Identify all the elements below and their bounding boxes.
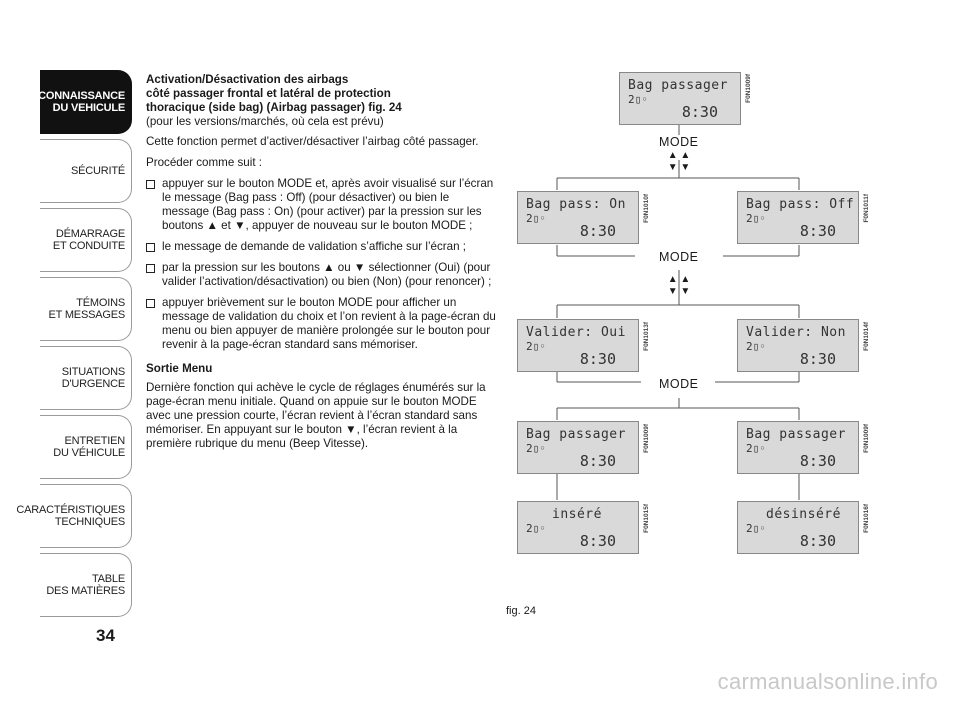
clock-readout: 8:30 [579, 452, 616, 470]
tab-entretien-du-vehicule[interactable] [40, 415, 132, 479]
display-line: Bag pass: Off [746, 197, 855, 212]
display-valider-non [737, 319, 859, 372]
gear-indicator: 2▯◦ [526, 212, 546, 225]
section-title-2: côté passager frontal et latéral de protection [146, 87, 391, 100]
list-item: appuyer brièvement sur le bouton MODE pour afficher un message de validation du choix et l’on revient à la page-écran du menu ou bien appuyer de manière prolongée sur le bouton pour revenir à la page-écran standard sans mémoriser. [146, 296, 496, 352]
clock-readout: 8:30 [799, 452, 836, 470]
gear-indicator: 2▯◦ [746, 522, 766, 535]
display-flow-diagram [505, 60, 905, 630]
exit-menu-title: Sortie Menu [146, 362, 213, 375]
display-line: désinséré [766, 507, 841, 522]
tab-label: TABLE DES MATIÈRES [46, 573, 125, 597]
figure-code: F0N1009f [745, 74, 752, 103]
gear-indicator: 2▯◦ [746, 212, 766, 225]
tab-label: SITUATIONS D'URGENCE [61, 366, 125, 390]
figure-code: F0N1011f [863, 194, 870, 223]
figure-code: F0N1009f [643, 424, 650, 453]
section-title-3: thoracique (side bag) (Airbag passager) fig. 24 [146, 101, 402, 114]
figure-code: F0N1016f [863, 504, 870, 533]
tab-demarrage-et-conduite[interactable] [40, 208, 132, 272]
tab-label: SÉCURITÉ [70, 165, 125, 177]
tab-temoins-et-messages[interactable] [40, 277, 132, 341]
tab-securite[interactable] [40, 139, 132, 203]
gear-indicator: 2▯◦ [526, 340, 546, 353]
mode-label: MODE [659, 377, 699, 391]
clock-readout: 8:30 [799, 532, 836, 550]
tab-label: TÉMOINS ET MESSAGES [48, 297, 125, 321]
figure-code: F0N1013f [643, 322, 650, 351]
tab-table-des-matieres[interactable] [40, 553, 132, 617]
gear-indicator: 2▯◦ [746, 442, 766, 455]
display-line: Bag passager [628, 78, 728, 93]
intro-paragraph: Cette fonction permet d’activer/désactiver l’airbag côté passager. [146, 135, 479, 148]
gear-indicator: 2▯◦ [628, 93, 648, 106]
figure-code: F0N1014f [863, 322, 870, 351]
figure-code: F0N1009f [863, 424, 870, 453]
page-number: 34 [96, 626, 115, 645]
procedure-list [146, 177, 496, 352]
tab-connaissance-du-vehicule[interactable] [40, 70, 132, 134]
list-item: le message de demande de validation s’affiche sur l’écran ; [146, 240, 496, 254]
display-line: Valider: Non [746, 325, 846, 340]
display-line: Bag passager [526, 427, 626, 442]
section-title-1: Activation/Désactivation des airbags [146, 73, 349, 86]
watermark: carmanualsonline.info [717, 669, 938, 694]
display-line: Bag passager [746, 427, 846, 442]
clock-readout: 8:30 [579, 222, 616, 240]
tab-label: CONNAISSANCE DU VEHICULE [38, 90, 125, 114]
tab-situations-urgence[interactable] [40, 346, 132, 410]
display-bag-passager [619, 72, 741, 125]
clock-readout: 8:30 [579, 532, 616, 550]
clock-readout: 8:30 [799, 222, 836, 240]
section-text [146, 73, 496, 458]
display-bag-pass-on [517, 191, 639, 244]
display-line: Bag pass: On [526, 197, 626, 212]
display-bag-passager [737, 421, 859, 474]
list-item: par la pression sur les boutons ▲ ou ▼ sélectionner (Oui) (pour valider l’activation/désactivation) ou bien (Non) (pour renoncer) ; [146, 261, 496, 289]
tab-label: DÉMARRAGE ET CONDUITE [52, 228, 125, 252]
clock-readout: 8:30 [579, 350, 616, 368]
mode-label: MODE [659, 250, 699, 264]
display-desinsere [737, 501, 859, 554]
gear-indicator: 2▯◦ [746, 340, 766, 353]
clock-readout: 8:30 [681, 103, 718, 121]
exit-menu-paragraph: Dernière fonction qui achève le cycle de réglages énumérés sur la page-écran menu initiale. Quand on appuie sur le bouton MODE avec une pression courte, l’écran revient à l’écran standard sans mémoriser. En appuyant sur le bouton ▼, l’écran revient à la première rubrique du menu (Beep Vitesse). [146, 381, 486, 450]
figure-code: F0N1015f [643, 504, 650, 533]
gear-indicator: 2▯◦ [526, 442, 546, 455]
clock-readout: 8:30 [799, 350, 836, 368]
display-bag-passager [517, 421, 639, 474]
mode-label: MODE [659, 135, 699, 149]
procedure-label: Procéder comme suit : [146, 156, 262, 169]
up-down-arrows-icon: ▲ ▲ ▼ ▼ [667, 150, 691, 173]
section-subtitle: (pour les versions/marchés, où cela est prévu) [146, 115, 384, 128]
tab-label: ENTRETIEN DU VÉHICULE [53, 435, 125, 459]
display-insere [517, 501, 639, 554]
up-down-arrows-icon: ▲ ▲ ▼ ▼ [667, 274, 691, 297]
display-line: inséré [552, 507, 602, 522]
tab-caracteristiques-techniques[interactable] [16, 484, 132, 548]
display-bag-pass-off [737, 191, 859, 244]
figure-code: F0N1010f [643, 194, 650, 223]
tab-label: CARACTÉRISTIQUES TECHNIQUES [16, 504, 125, 528]
list-item: appuyer sur le bouton MODE et, après avoir visualisé sur l’écran le message (Bag pass : Off) (pour désactiver) ou bien le message (Bag pass : On) (pour activer) par la pression sur les boutons ▲ et ▼, appuyer de nouveau sur le bouton MODE ; [146, 177, 496, 233]
display-valider-oui [517, 319, 639, 372]
gear-indicator: 2▯◦ [526, 522, 546, 535]
figure-label: fig. 24 [506, 605, 536, 617]
display-line: Valider: Oui [526, 325, 626, 340]
